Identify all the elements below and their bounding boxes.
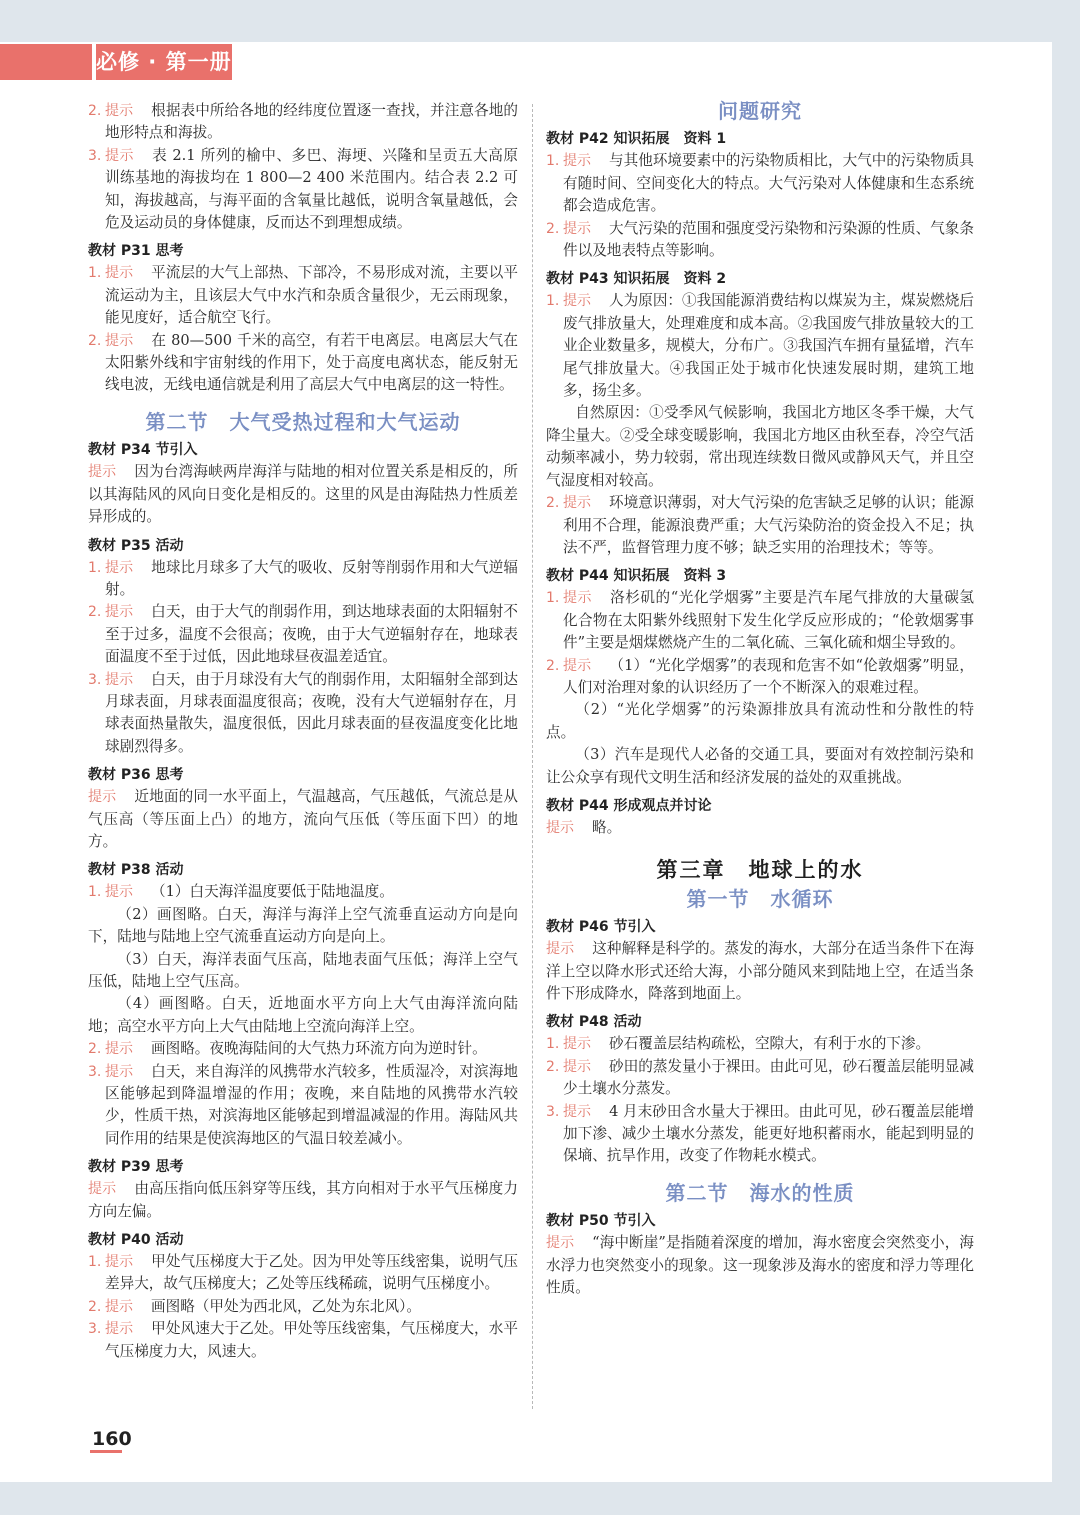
- answer-item: [88, 330, 518, 397]
- item-number: 2.: [88, 103, 102, 119]
- item-number: 1.: [546, 293, 560, 310]
- item-number: 1.: [88, 265, 102, 282]
- answer-text: （1）“光化学烟雾”的表现和危害不如“伦敦烟雾”明显，人们对治理对象的认识经历了一个不断深入的艰难过程。: [563, 656, 974, 696]
- answer-text: 人为原因：①我国能源消费结构以煤炭为主，煤炭燃烧后废气排放量大，处理难度和成本高。②我国废气排放量较大的工业企业数量多，规模大，分布广。③我国汽车拥有量猛增，汽车尾气排放量大。④我国正处于城市化快速发展时期，建筑工地多，扬尘多。: [563, 292, 974, 400]
- item-number: 1.: [88, 1254, 102, 1271]
- answer-text: 砂石覆盖层结构疏松，空隙大，有利于水的下渗。: [609, 1035, 931, 1053]
- header-tab-separator: [92, 44, 96, 80]
- answer-text: 环境意识薄弱，对大气污染的危害缺乏足够的认识；能源利用不合理，能源浪费严重；大气污染防治的资金投入不足；执法不严，监督管理力度不够；缺乏实用的治理技术；等等。: [563, 494, 974, 556]
- answer-text: 大气污染的范围和强度受污染物和污染源的性质、气象条件以及地表特点等影响。: [563, 219, 974, 260]
- answer-item: [546, 150, 974, 217]
- hint-label: 提示: [563, 153, 592, 170]
- answer-text: 画图略（甲处为西北风，乙处为东北风）。: [151, 1297, 421, 1315]
- item-number: 2.: [88, 332, 102, 349]
- answer-text: “海中断崖”是指随着深度的增加，海水密度会突然变小，海水浮力也突然变小的现象。这一现象涉及海水的密度和浮力等理化性质。: [546, 1234, 974, 1297]
- subheading-p42: 教材 P42 知识拓展 资料 1: [546, 131, 727, 148]
- subheading-p46: 教材 P46 节引入: [546, 919, 656, 936]
- answer-item: [88, 557, 518, 602]
- hint-label: 提示: [105, 1298, 133, 1315]
- chapter-title: 第三章 地球上的水: [656, 858, 864, 883]
- item-number: 2.: [546, 657, 560, 674]
- item-number: 2.: [546, 495, 560, 512]
- hint-label: 提示: [105, 265, 134, 282]
- hint-label: 提示: [563, 293, 592, 310]
- page-number: 160: [92, 1428, 132, 1450]
- hint-label: 提示: [563, 1036, 591, 1053]
- answer-continuation: （2）画图略。白天，海洋与海洋上空气流垂直运动方向是向下，陆地与陆地上空气流垂直运动方向是向上。: [88, 905, 518, 946]
- hint-label: 提示: [105, 884, 133, 901]
- item-number: 3.: [88, 1321, 102, 1338]
- hint-label: 提示: [563, 590, 593, 607]
- item-number: 1.: [88, 559, 102, 576]
- answer-text: 洛杉矶的“光化学烟雾”主要是汽车尾气排放的大量碳氢化合物在太阳紫外线照射下发生化学反应形成的；“伦敦烟雾事件”主要是烟煤燃烧产生的二氧化硫、三氧化硫和烟尘导致的。: [563, 589, 974, 652]
- hint-label: 提示: [88, 789, 117, 806]
- hint-label: 提示: [105, 671, 134, 688]
- subheading-p44: 教材 P44 知识拓展 资料 3: [546, 568, 727, 585]
- answer-paragraph: [546, 938, 974, 1005]
- answer-text: 白天，来自海洋的风携带水汽较多，性质湿冷，对滨海地区能够起到降温增湿的作用；夜晚，来自陆地的风携带水汽较少，性质干热，对滨海地区能够起到增温减湿的作用。海陆风共同作用的结果是使滨海地区的气温日较差减小。: [105, 1062, 518, 1147]
- answer-text: （1）白天海洋温度要低于陆地温度。: [151, 883, 394, 901]
- section-title: 第二节 大气受热过程和大气运动: [145, 409, 461, 434]
- answer-item: [88, 1061, 518, 1151]
- header-tab-label: 必修 · 第一册: [96, 50, 232, 74]
- subheading-p40: 教材 P40 活动: [88, 1232, 184, 1249]
- answer-text: 白天，由于月球没有大气的削弱作用，太阳辐射全部到达月球表面，月球表面温度很高；夜晚，没有大气逆辐射存在，月球表面热量散失，温度很低，因此月球表面的昼夜温度变化比地球剧烈得多。: [105, 670, 518, 755]
- answer-text: 甲处风速大于乙处。甲处等压线密集，气压梯度大，水平气压梯度力大，风速大。: [105, 1320, 518, 1360]
- subheading-p44b: 教材 P44 形成观点并讨论: [546, 797, 712, 814]
- answer-item: [88, 1318, 518, 1363]
- hint-label: 提示: [105, 1254, 134, 1271]
- hint-label: 提示: [546, 819, 574, 836]
- subheading-p39: 教材 P39 思考: [88, 1159, 184, 1176]
- hint-label: 提示: [563, 495, 592, 512]
- answer-text: 平流层的大气上部热、下部冷，不易形成对流，主要以平流运动为主，且该层大气中水汽和杂质含量很少，无云雨现象，能见度好，适合航空飞行。: [105, 264, 518, 327]
- hint-label: 提示: [546, 941, 575, 958]
- answer-paragraph: [546, 1232, 974, 1299]
- subheading-p43: 教材 P43 知识拓展 资料 2: [546, 271, 727, 288]
- answer-item: [546, 1033, 974, 1055]
- hint-label: 提示: [563, 657, 592, 674]
- item-number: 1.: [88, 884, 102, 901]
- item-number: 2.: [546, 1058, 560, 1075]
- answer-item: [88, 145, 518, 235]
- answer-item: [88, 601, 518, 668]
- answer-text: 表 2.1 所列的榆中、多巴、海埂、兴隆和呈贡五大高原训练基地的海拔均在 1 800—2 400 米范围内。结合表 2.2 可知，海拔越高，与海平面的含氧量比越低，说明含氧量越低，会危及运动员的身体健康，反而达不到理想成绩。: [105, 146, 518, 232]
- hint-label: 提示: [105, 332, 134, 349]
- item-number: 2.: [88, 604, 102, 621]
- answer-text: 这种解释是科学的。蒸发的海水，大部分在适当条件下在海洋上空以降水形式还给大海，小部分随风来到陆地上空，在适当条件下形成降水，降落到地面上。: [546, 940, 975, 1002]
- answer-item: [546, 587, 974, 654]
- item-number: 1.: [546, 153, 560, 170]
- answer-text: 甲处气压梯度大于乙处。因为甲处等压线密集，说明气压差异大，故气压梯度大；乙处等压线稀疏，说明气压梯度小。: [105, 1253, 518, 1293]
- section-title: 第一节 水循环: [686, 886, 834, 911]
- answer-text: 近地面的同一水平面上，气温越高，气压越低，气流总是从气压高（等压面上凸）的地方，流向气压低（等压面下凹）的地方。: [88, 788, 518, 850]
- answer-item: [88, 1251, 518, 1296]
- answer-text: 4 月末砂田含水量大于裸田。由此可见，砂石覆盖层能增加下渗、减少土壤水分蒸发，能更好地积蓄雨水，能起到明显的保墒、抗旱作用，改变了作物耗水模式。: [563, 1102, 974, 1165]
- answer-item: [546, 492, 974, 559]
- answer-item: [546, 1101, 974, 1168]
- hint-label: 提示: [546, 1235, 575, 1252]
- answer-paragraph: [546, 817, 974, 839]
- left-column: [88, 100, 518, 1363]
- answer-text: 因为台湾海峡两岸海洋与陆地的相对位置关系是相反的，所以其海陆风的风向日变化是相反的。这里的风是由海陆热力性质差异形成的。: [88, 463, 518, 526]
- subheading-p38: 教材 P38 活动: [88, 862, 184, 879]
- subheading-p31: 教材 P31 思考: [88, 243, 184, 260]
- item-number: 2.: [546, 220, 560, 237]
- answer-item: [88, 1038, 518, 1060]
- answer-item: [88, 100, 518, 145]
- answer-continuation: （2）“光化学烟雾”的污染源排放具有流动性和分散性的特点。: [546, 701, 974, 741]
- answer-continuation: （3）白天，海洋表面气压高，陆地表面气压低；海洋上空气压低，陆地上空气压高。: [88, 950, 518, 990]
- item-number: 3.: [88, 147, 102, 164]
- hint-label: 提示: [105, 147, 135, 164]
- hint-label: 提示: [563, 220, 592, 237]
- answer-item: [546, 655, 974, 700]
- hint-label: 提示: [105, 1041, 133, 1058]
- answer-continuation: 自然原因：①受季风气候影响，我国北方地区冬季干燥，大气降尘量大。②受全球变暖影响，我国北方地区由秋至春，冷空气活动频率减小，势力较弱，常出现连续数日微风或静风天气，并且空气湿度相对较高。: [546, 404, 974, 489]
- answer-text: 在 80—500 千米的高空，有若干电离层。电离层大气在太阳紫外线和宇宙射线的作用下，处于高度电离状态，能反射无线电波，无线电通信就是利用了高层大气中电离层的这一特性。: [105, 331, 518, 394]
- hint-label: 提示: [88, 464, 117, 481]
- answer-text: 地球比月球多了大气的吸收、反射等削弱作用和大气逆辐射。: [105, 558, 518, 598]
- hint-label: 提示: [88, 1181, 117, 1198]
- answer-paragraph: [88, 461, 518, 528]
- hint-label: 提示: [563, 1103, 592, 1120]
- hint-label: 提示: [105, 103, 134, 119]
- item-number: 1.: [546, 1036, 560, 1053]
- section-title-research: 问题研究: [718, 99, 802, 123]
- item-number: 2.: [88, 1041, 102, 1058]
- hint-label: 提示: [105, 604, 134, 621]
- answer-item: [546, 290, 974, 402]
- section-title: 第二节 海水的性质: [665, 1180, 855, 1205]
- item-number: 3.: [546, 1103, 560, 1120]
- subheading-p36: 教材 P36 思考: [88, 767, 184, 784]
- item-number: 2.: [88, 1298, 102, 1315]
- answer-item: [88, 881, 518, 903]
- answer-item: [546, 1056, 974, 1101]
- item-number: 3.: [88, 671, 102, 688]
- answer-paragraph: [88, 786, 518, 853]
- subheading-p50: 教材 P50 节引入: [546, 1213, 656, 1230]
- hint-label: 提示: [105, 1063, 134, 1080]
- subheading-p48: 教材 P48 活动: [546, 1014, 642, 1031]
- column-divider: [532, 104, 533, 1409]
- subheading-p35: 教材 P35 活动: [88, 537, 184, 554]
- header-tab: [0, 44, 232, 80]
- answer-continuation: （3）汽车是现代人必备的交通工具，要面对有效控制污染和让公众享有现代文明生活和经济发展的益处的双重挑战。: [546, 746, 974, 786]
- answer-item: [546, 218, 974, 263]
- page-number-underline: [90, 1450, 122, 1453]
- answer-text: 砂田的蒸发量小于裸田。由此可见，砂石覆盖层能明显减少土壤水分蒸发。: [563, 1057, 974, 1098]
- answer-paragraph: [88, 1178, 518, 1223]
- answer-text: 白天，由于大气的削弱作用，到达地球表面的太阳辐射不至于过多，温度不会很高；夜晚，由于大气逆辐射存在，地球表面温度不至于过低，因此地球昼夜温差适宜。: [105, 603, 518, 666]
- answer-text: 与其他环境要素中的污染物质相比，大气中的污染物质具有随时间、空间变化大的特点。大气污染对人体健康和生态系统都会造成危害。: [563, 152, 974, 215]
- right-column: [546, 100, 974, 1299]
- answer-text: 由高压指向低压斜穿等压线，其方向相对于水平气压梯度力方向左偏。: [88, 1180, 518, 1220]
- answer-item: [88, 262, 518, 329]
- subheading-p34: 教材 P34 节引入: [88, 442, 198, 459]
- hint-label: 提示: [563, 1058, 592, 1075]
- item-number: 3.: [88, 1063, 102, 1080]
- hint-label: 提示: [105, 1321, 134, 1338]
- answer-continuation: （4）画图略。白天，近地面水平方向上大气由海洋流向陆地；高空水平方向上大气由陆地上空流向海洋上空。: [88, 995, 518, 1035]
- answer-text: 略。: [592, 818, 622, 836]
- answer-text: 根据表中所给各地的经纬度位置逐一查找，并注意各地的地形特点和海拔。: [105, 102, 518, 142]
- answer-text: 画图略。夜晚海陆间的大气热力环流方向为逆时针。: [151, 1040, 487, 1058]
- answer-item: [88, 1296, 518, 1318]
- item-number: 1.: [546, 590, 560, 607]
- answer-item: [88, 669, 518, 759]
- hint-label: 提示: [105, 559, 134, 576]
